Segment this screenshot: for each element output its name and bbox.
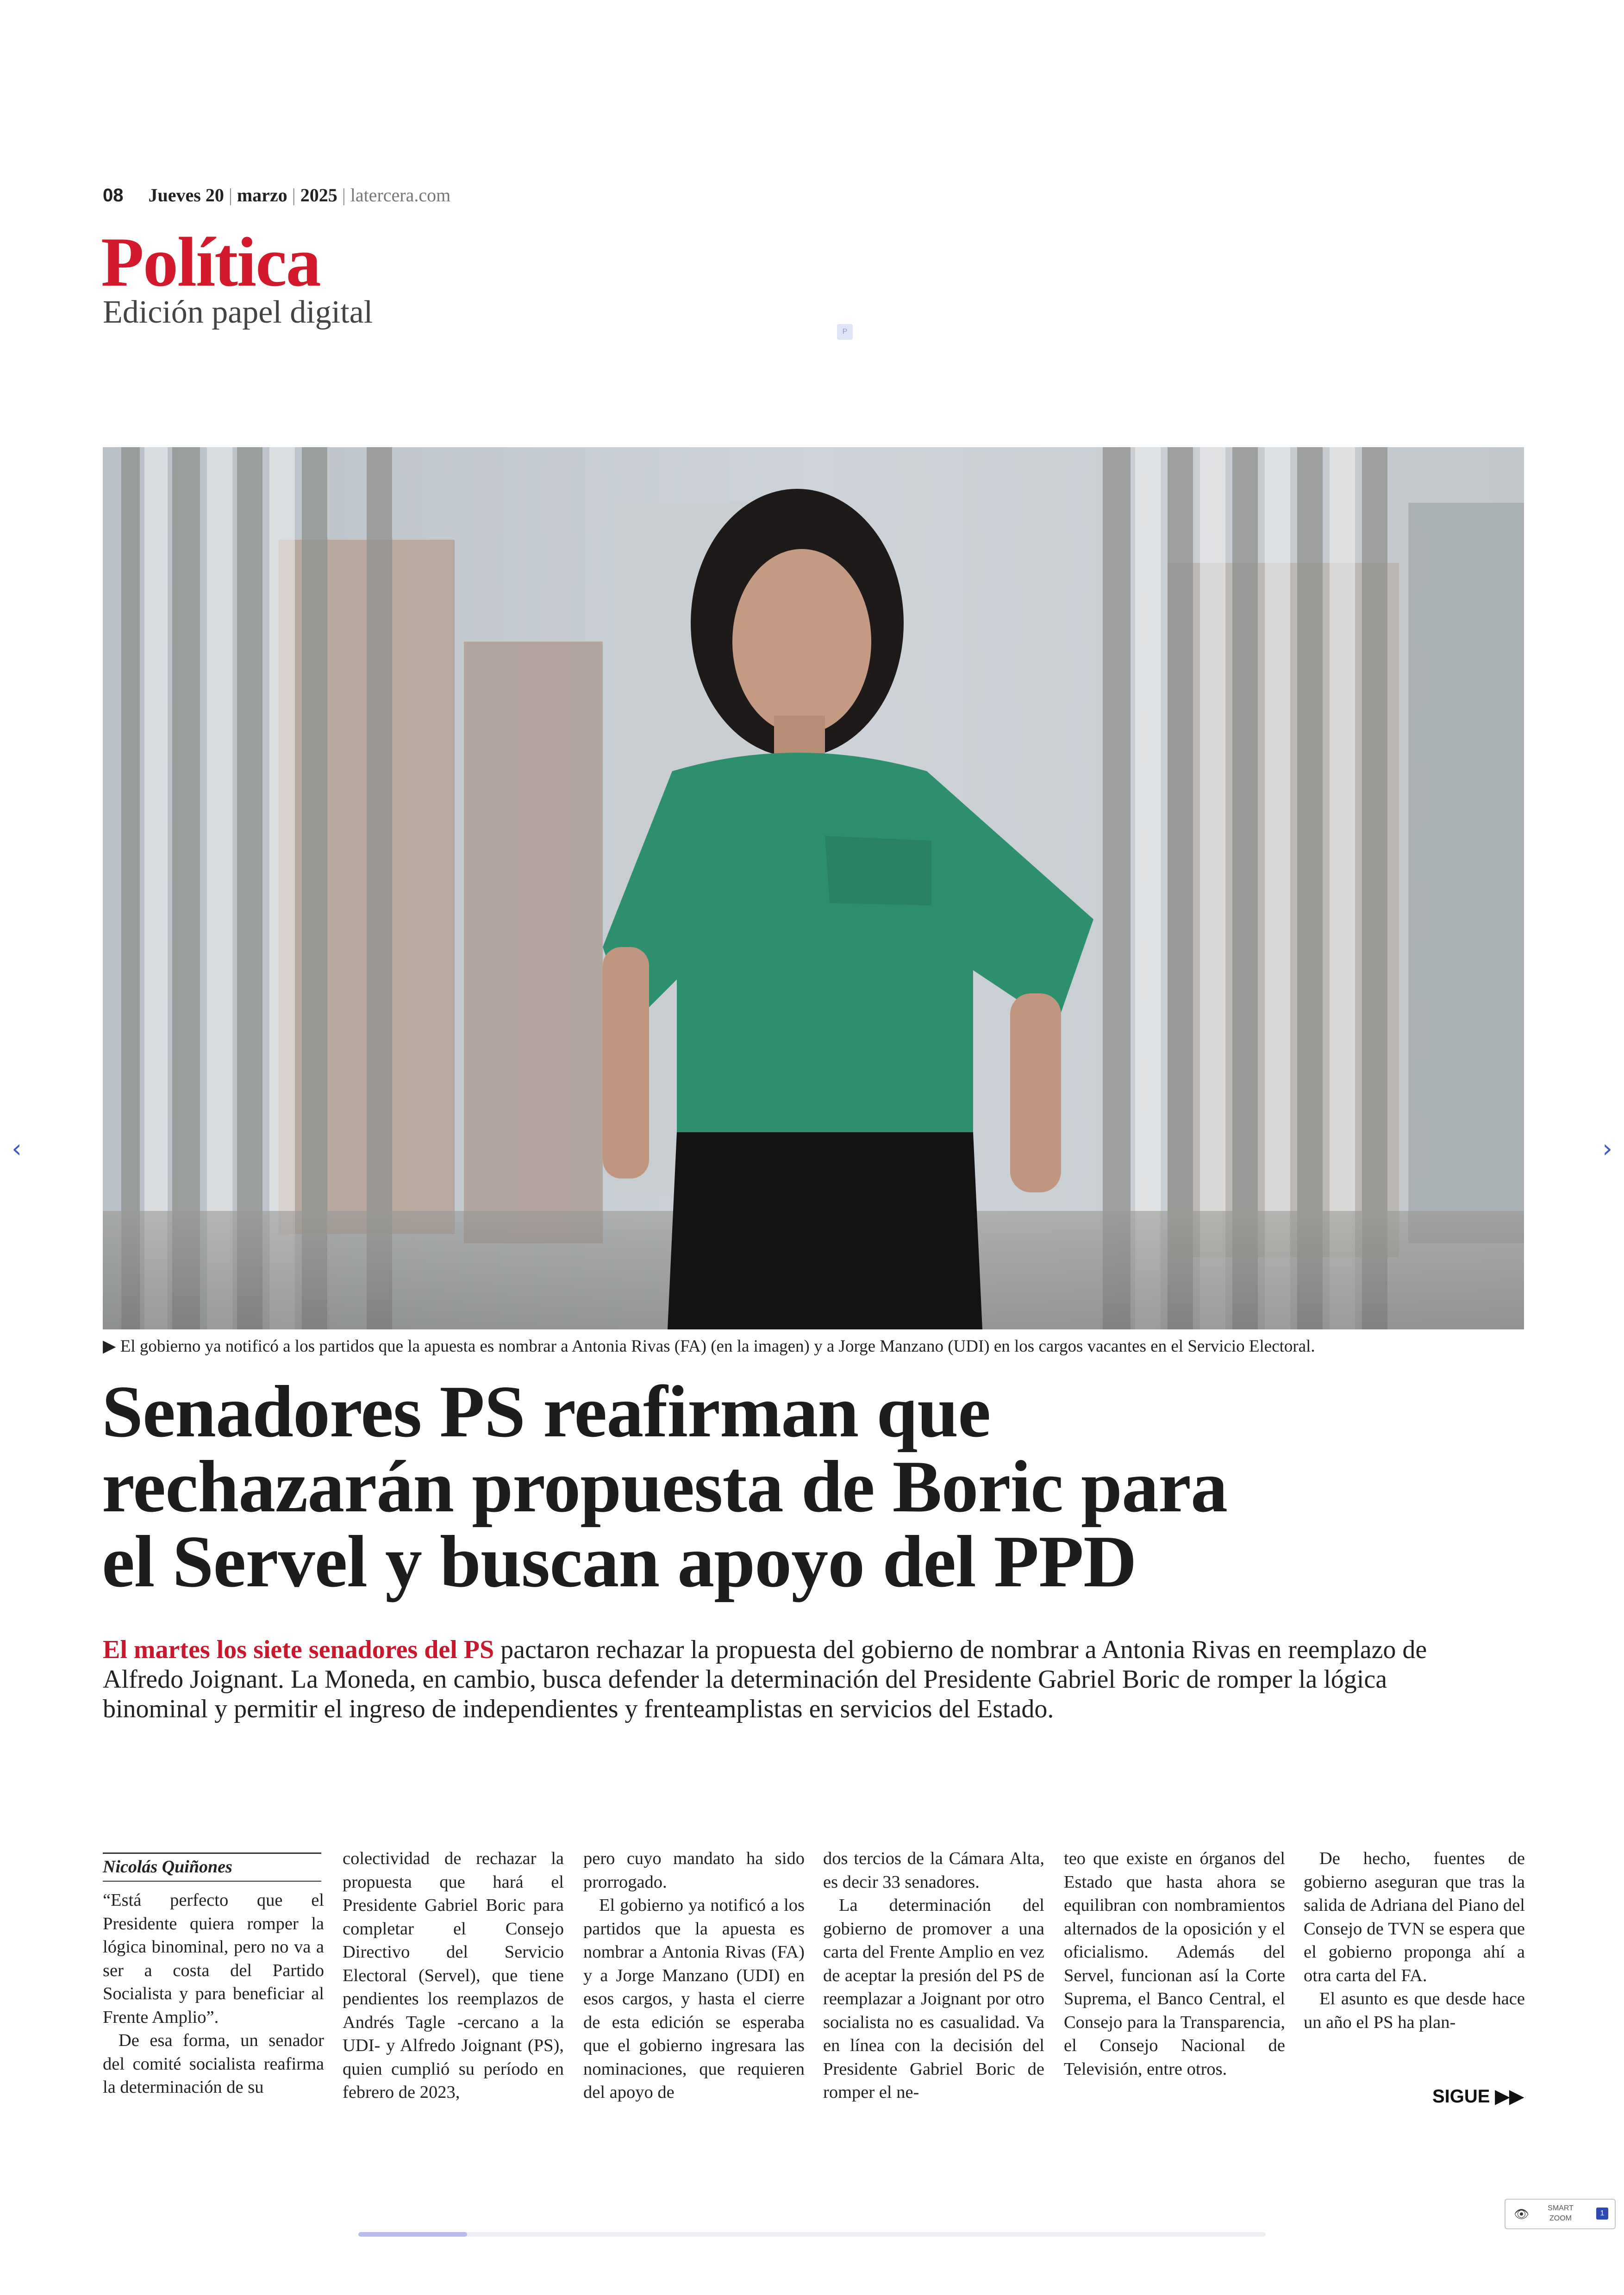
- byline: Nicolás Quiñones: [103, 1852, 321, 1882]
- photo-illustration: [103, 447, 1524, 1329]
- headline-line: rechazarán propuesta de Boric para: [102, 1445, 1227, 1528]
- paragraph: De hecho, fuentes de gobierno aseguran que tras la salida de Adriana del Piano del Consejo de TVN se espera que el gobierno proponga ahí a otra carta del FA.: [1304, 1849, 1525, 1985]
- section-title: Política: [101, 223, 320, 301]
- page-marker-icon[interactable]: P: [837, 324, 853, 340]
- article-photo: [103, 447, 1524, 1329]
- folio-year: 2025: [300, 185, 337, 206]
- paragraph: De esa forma, un senador del comité socialista reafirma la determinación de su: [103, 2031, 324, 2097]
- paragraph: La determinación del gobierno de promover a una carta del Frente Amplio en vez de aceptar la presión del PS de reemplazar a Joignant por otro socialista no es casualidad. Va en línea con la decisión del Presidente Gabriel Boric de romper el ne-: [823, 1896, 1044, 2102]
- article-deck: [103, 1635, 1445, 1724]
- eye-icon: 👁: [1514, 2207, 1530, 2221]
- paragraph: teo que existe en órganos del Estado que hasta ahora se equilibran con nombramientos alternados de la oposición y el oficialismo. Además del Servel, funcionan así la Corte Suprema, el Banco Central, el Consejo para la Transparencia, el Consejo Nacional de Televisión, entre otros.: [1064, 1849, 1285, 2079]
- section-subtitle: Edición papel digital: [103, 294, 373, 330]
- smart-zoom-label: SMART ZOOM: [1548, 2204, 1574, 2222]
- article-column-4: [823, 1847, 1044, 2104]
- page-number: 08: [103, 185, 124, 206]
- chevron-right-icon[interactable]: ›: [1602, 1134, 1612, 1163]
- paragraph: pero cuyo mandato ha sido prorrogado.: [583, 1849, 805, 1892]
- article-column-3: [583, 1847, 805, 2104]
- paragraph: El gobierno ya notificó a los partidos que la apuesta es nombrar a Antonia Rivas (FA) y a Jorge Manzano (UDI) en esos cargos, y hasta el cierre de esta edición se esperaba que el gobierno ingresara las nominaciones, que requieren del apoyo de: [583, 1896, 805, 2102]
- progress-fill: [358, 2232, 467, 2237]
- folio-day: Jueves 20: [148, 185, 224, 206]
- deck-lead: El martes los siete senadores del PS: [103, 1635, 494, 1664]
- folio-site: latercera.com: [350, 185, 451, 206]
- folio-line: 08 Jueves 20 | marzo | 2025 | latercera.com: [103, 185, 451, 206]
- paragraph: El asunto es que desde hace un año el PS ha plan-: [1304, 1989, 1525, 2032]
- article-column-5: [1064, 1847, 1285, 2081]
- page-progress-bar[interactable]: [358, 2232, 1266, 2237]
- article-column-2: [343, 1847, 564, 2104]
- zoom-badge: 1: [1596, 2208, 1608, 2220]
- headline-line: Senadores PS reafirman que: [102, 1370, 991, 1453]
- paragraph: colectividad de rechazar la propuesta que hará el Presidente Gabriel Boric para completar el Consejo Directivo del Servicio Electoral (Servel), que tiene pendientes los reemplazos de Andrés Tagle -cercano a la UDI- y Alfredo Joignant (PS), quien cumplió su período en febrero de 2023,: [343, 1849, 564, 2102]
- paragraph: “Está perfecto que el Presidente quiera romper la lógica binominal, pero no va a ser a costa del Partido Socialista y para beneficiar al Frente Amplio”.: [103, 1890, 324, 2027]
- article-column-1: [103, 1889, 324, 2099]
- chevron-left-icon[interactable]: ‹: [12, 1134, 22, 1163]
- continues-label[interactable]: SIGUE ▶▶: [1432, 2086, 1524, 2107]
- folio-month: marzo: [237, 185, 287, 206]
- article-column-6: [1304, 1847, 1525, 2034]
- smart-zoom-button[interactable]: [1505, 2199, 1616, 2229]
- headline-line: el Servel y buscan apoyo del PPD: [102, 1520, 1137, 1603]
- deck-text: pactaron rechazar la propuesta del gobierno de nombrar a Antonia Rivas en reemplazo de Alfredo Joignant. La Moneda, en cambio, busca defender la determinación del Presidente Gabriel Boric de romper la lógica binominal y permitir el ingreso de independientes y frenteamplistas en servicios del Estado.: [103, 1635, 1427, 1723]
- headline: [102, 1370, 1491, 1603]
- photo-caption: ▶ El gobierno ya notificó a los partidos que la apuesta es nombrar a Antonia Rivas (FA) (en la imagen) y a Jorge Manzano (UDI) en los cargos vacantes en el Servicio Electoral.: [103, 1337, 1315, 1356]
- paragraph: dos tercios de la Cámara Alta, es decir 33 senadores.: [823, 1849, 1044, 1892]
